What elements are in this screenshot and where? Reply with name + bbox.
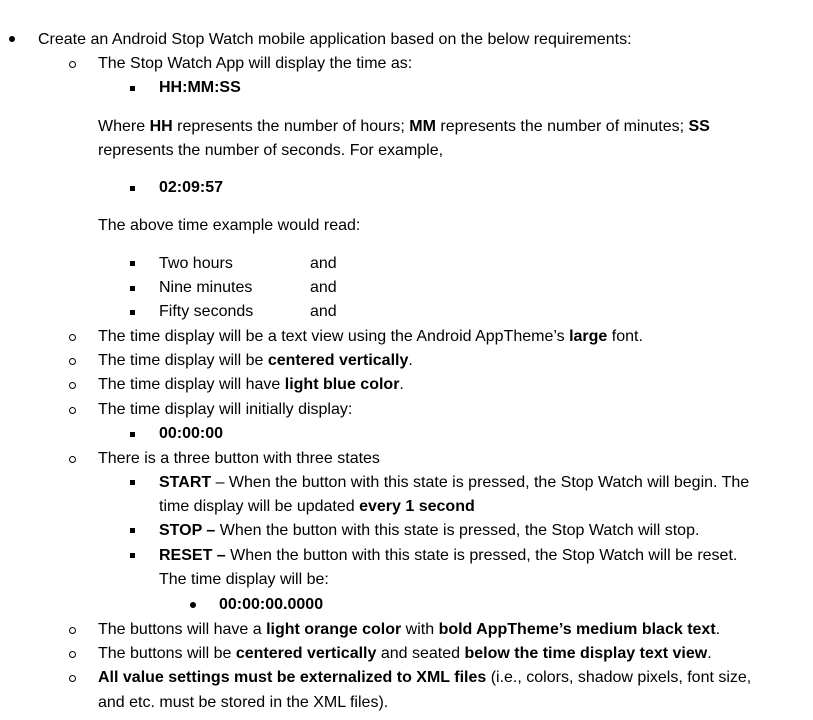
bullet-ring — [69, 627, 76, 634]
bullet-square — [130, 480, 135, 485]
read-item-label: Nine minutes — [159, 279, 253, 296]
bullet-square — [130, 528, 135, 533]
bullet-ring — [69, 456, 76, 463]
initial-time: 00:00:00 — [159, 425, 224, 442]
bullet-ring — [69, 358, 76, 365]
bullet-square — [130, 286, 135, 291]
read-item-conj: and — [310, 303, 337, 320]
req-color: The time display will have light blue color. — [98, 376, 404, 393]
req-initial: The time display will initially display: — [98, 401, 353, 418]
bullet-ring — [69, 651, 76, 658]
bullet-ring — [69, 675, 76, 682]
read-item-conj: and — [310, 255, 337, 272]
req-xml-line-2: and etc. must be stored in the XML files). — [98, 694, 389, 711]
bullet-disc — [190, 602, 196, 608]
read-item-label: Two hours — [159, 255, 233, 272]
bullet-ring — [69, 334, 76, 341]
req-text-view: The time display will be a text view using the Android AppTheme’s large font. — [98, 328, 643, 345]
bullet-square — [130, 432, 135, 437]
format-text: HH:MM:SS — [159, 79, 241, 96]
req-xml-line-1: All value settings must be externalized to XML files (i.e., colors, shadow pixels, font size, — [98, 669, 752, 686]
bullet-square — [130, 310, 135, 315]
buttons-intro: There is a three button with three states — [98, 450, 380, 467]
req-button-position: The buttons will be centered vertically and seated below the time display text view. — [98, 645, 712, 662]
bullet-square — [130, 261, 135, 266]
start-line-1: START – When the button with this state is pressed, the Stop Watch will begin. The — [159, 474, 750, 491]
bullet-ring — [69, 61, 76, 68]
bullet-disc — [9, 36, 15, 42]
bullet-ring — [69, 382, 76, 389]
req-centered: The time display will be centered vertically. — [98, 352, 413, 369]
reset-line-1: RESET – When the button with this state is pressed, the Stop Watch will be reset. — [159, 547, 738, 564]
where-line-2: represents the number of seconds. For example, — [98, 142, 444, 159]
bullet-square — [130, 186, 135, 191]
display-intro: The Stop Watch App will display the time as: — [98, 55, 413, 72]
reset-line-2: The time display will be: — [159, 571, 329, 588]
read-item-label: Fifty seconds — [159, 303, 254, 320]
reset-value: 00:00:00.0000 — [219, 596, 324, 613]
read-item-conj: and — [310, 279, 337, 296]
intro-text: Create an Android Stop Watch mobile application based on the below requirements: — [38, 31, 632, 48]
bullet-square — [130, 553, 135, 558]
stop-line: STOP – When the button with this state is pressed, the Stop Watch will stop. — [159, 522, 700, 539]
where-line-1: Where HH represents the number of hours; MM represents the number of minutes; SS — [98, 118, 710, 135]
example-time: 02:09:57 — [159, 179, 224, 196]
start-line-2: time display will be updated every 1 second — [159, 498, 475, 515]
bullet-ring — [69, 407, 76, 414]
req-button-color: The buttons will have a light orange color with bold AppTheme’s medium black text. — [98, 621, 721, 638]
bullet-square — [130, 86, 135, 91]
read-intro: The above time example would read: — [98, 217, 361, 234]
